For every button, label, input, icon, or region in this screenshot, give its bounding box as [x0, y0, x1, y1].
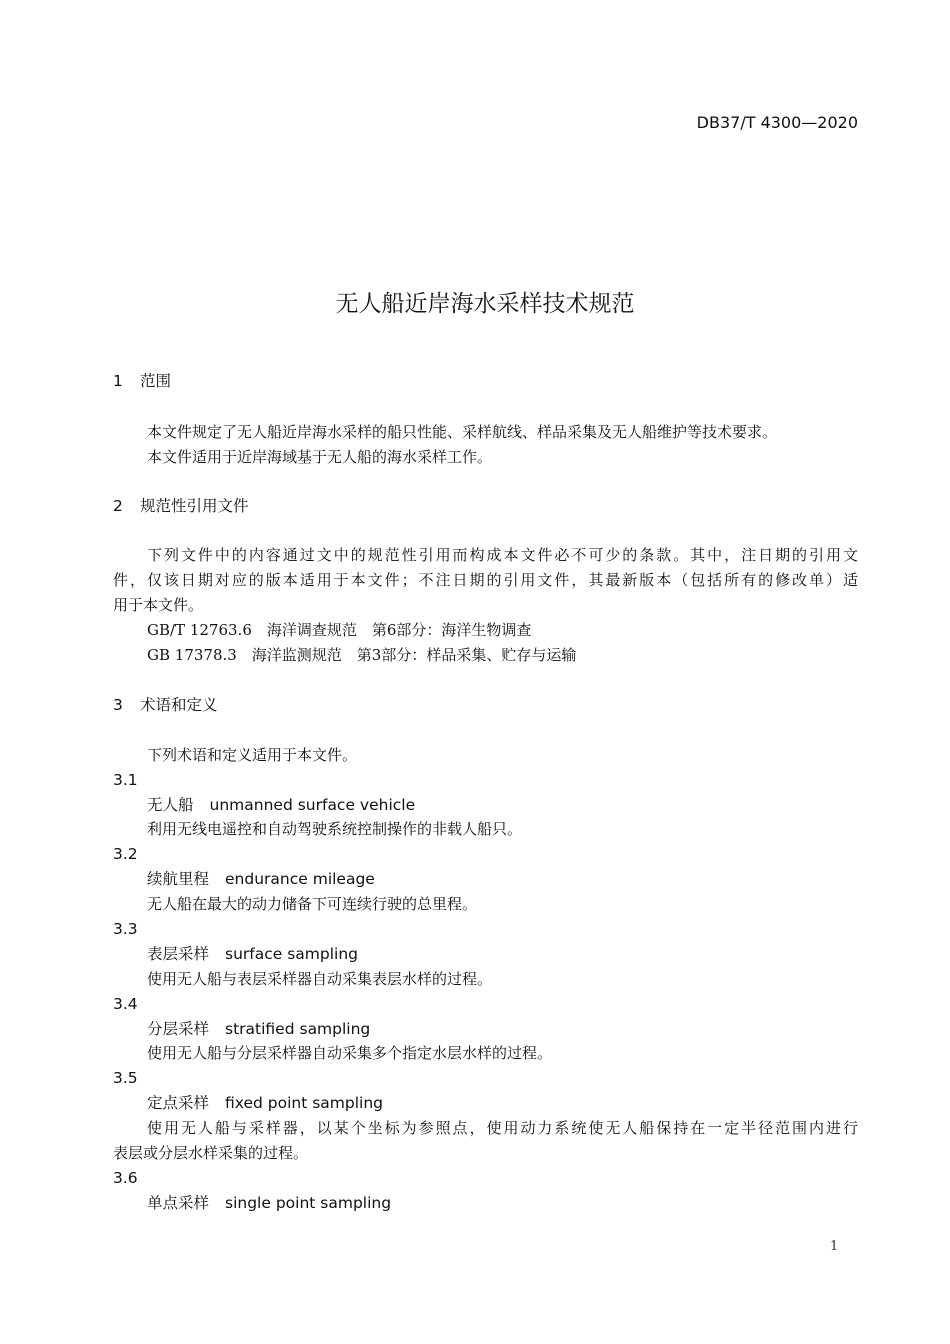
term-definition: 无人船在最大的动力储备下可连续行驶的总里程。: [147, 895, 478, 913]
section-number: 3: [113, 696, 123, 714]
document-code: DB37/T 4300—2020: [696, 113, 858, 132]
term-en: stratified sampling: [225, 1020, 371, 1038]
paragraph: 下列术语和定义适用于本文件。: [147, 746, 358, 764]
section-number: 2: [113, 497, 123, 515]
paragraph: 本文件适用于近岸海域基于无人船的海水采样工作。: [147, 448, 493, 466]
term-title: [147, 1192, 391, 1214]
term-title: [147, 1092, 383, 1114]
term-number: 3.1: [113, 771, 138, 789]
term-title: [147, 794, 415, 816]
term-zh: 定点采样: [147, 1094, 210, 1112]
section-heading: 术语和定义: [140, 696, 218, 714]
term-definition: 表层或分层水样采集的过程。: [113, 1144, 309, 1162]
term-en: single point sampling: [225, 1194, 392, 1212]
term-en: unmanned surface vehicle: [209, 796, 416, 814]
term-zh: 分层采样: [147, 1020, 210, 1038]
term-definition: 使用无人船与表层采样器自动采集表层水样的过程。: [147, 970, 493, 988]
term-number: 3.6: [113, 1169, 138, 1187]
term-title: [147, 868, 375, 890]
paragraph-line: 件，仅该日期对应的版本适用于本文件；不注日期的引用文件，其最新版本（包括所有的修改单）适: [113, 571, 858, 589]
paragraph-line: 用于本文件。: [113, 596, 204, 614]
page-title: 无人船近岸海水采样技术规范: [335, 291, 635, 317]
paragraph-line: 下列文件中的内容通过文中的规范性引用而构成本文件必不可少的条款。其中，注日期的引用文: [147, 546, 858, 564]
term-definition: 利用无线电遥控和自动驾驶系统控制操作的非载人船只。: [147, 820, 523, 838]
reference-item: GB/T 12763.6 海洋调查规范 第6部分：海洋生物调查: [147, 621, 532, 639]
term-zh: 表层采样: [147, 945, 210, 963]
term-number: 3.5: [113, 1069, 138, 1087]
term-number: 3.3: [113, 920, 138, 938]
term-zh: 单点采样: [147, 1194, 210, 1212]
page-number: 1: [830, 1239, 839, 1254]
term-definition: 使用无人船与采样器，以某个坐标为参照点，使用动力系统使无人船保持在一定半径范围内进行: [147, 1119, 858, 1137]
section-heading: 范围: [140, 372, 172, 390]
term-en: fixed point sampling: [225, 1094, 384, 1112]
reference-item: GB 17378.3 海洋监测规范 第3部分：样品采集、贮存与运输: [147, 646, 577, 664]
term-number: 3.2: [113, 845, 138, 863]
term-title: [147, 943, 358, 965]
section-number: 1: [113, 372, 123, 390]
term-title: [147, 1018, 370, 1040]
term-zh: 续航里程: [147, 870, 210, 888]
term-definition: 使用无人船与分层采样器自动采集多个指定水层水样的过程。: [147, 1044, 553, 1062]
paragraph: 本文件规定了无人船近岸海水采样的船只性能、采样航线、样品采集及无人船维护等技术要求。: [147, 423, 778, 441]
section-heading: 规范性引用文件: [140, 497, 249, 515]
term-en: surface sampling: [225, 945, 359, 963]
term-number: 3.4: [113, 995, 138, 1013]
term-en: endurance mileage: [225, 870, 375, 888]
term-zh: 无人船: [147, 796, 194, 814]
